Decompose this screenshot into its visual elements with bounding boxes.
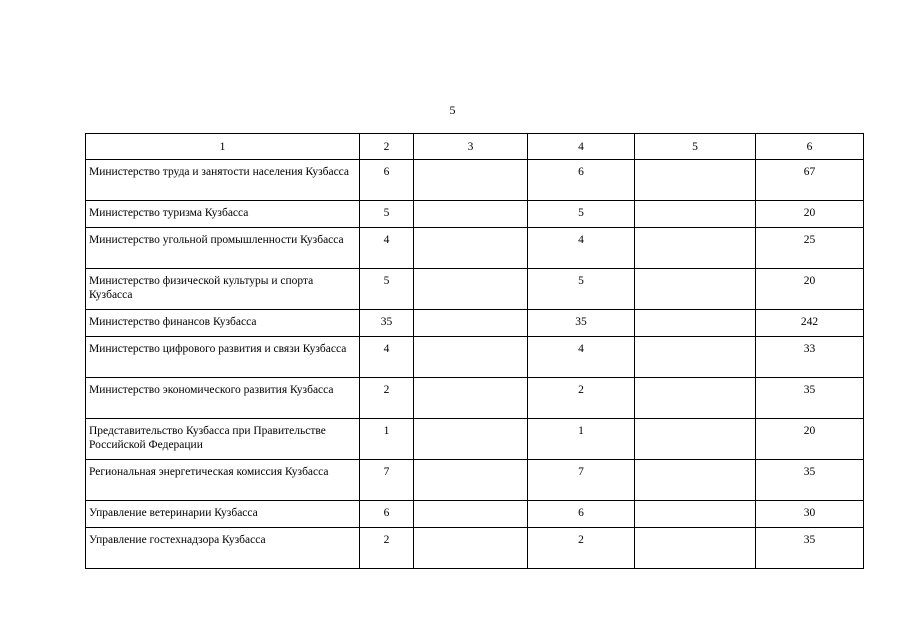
value-cell: 6 [528,160,635,201]
column-header: 1 [86,134,360,160]
organization-name-cell: Министерство труда и занятости населения Кузбасса [86,160,360,201]
value-cell: 1 [360,419,414,460]
value-cell [414,378,528,419]
column-header: 3 [414,134,528,160]
organization-name-cell: Министерство экономического развития Кузбасса [86,378,360,419]
value-cell: 33 [756,337,864,378]
value-cell: 4 [528,228,635,269]
value-cell: 2 [528,528,635,569]
data-table [85,133,864,569]
value-cell: 1 [528,419,635,460]
value-cell [635,378,756,419]
value-cell: 7 [528,460,635,501]
value-cell: 5 [360,201,414,228]
value-cell: 4 [360,337,414,378]
value-cell: 35 [360,310,414,337]
table-row [86,160,864,201]
organization-name-cell: Представительство Кузбасса при Правительстве Российской Федерации [86,419,360,460]
value-cell [414,419,528,460]
organization-name-cell: Министерство угольной промышленности Кузбасса [86,228,360,269]
value-cell: 4 [528,337,635,378]
value-cell: 242 [756,310,864,337]
value-cell: 5 [528,201,635,228]
value-cell: 20 [756,269,864,310]
table-row [86,501,864,528]
value-cell: 2 [360,528,414,569]
table-header-row [86,134,864,160]
value-cell [414,460,528,501]
value-cell [635,460,756,501]
organization-name-cell: Министерство цифрового развития и связи Кузбасса [86,337,360,378]
value-cell: 2 [360,378,414,419]
value-cell: 67 [756,160,864,201]
value-cell [635,337,756,378]
value-cell [414,501,528,528]
value-cell [414,528,528,569]
value-cell [635,501,756,528]
value-cell: 20 [756,201,864,228]
table-row [86,419,864,460]
value-cell [414,201,528,228]
value-cell [635,310,756,337]
value-cell [635,528,756,569]
value-cell: 35 [756,378,864,419]
value-cell [414,228,528,269]
value-cell: 2 [528,378,635,419]
column-header: 5 [635,134,756,160]
value-cell [414,310,528,337]
table-row [86,228,864,269]
column-header: 4 [528,134,635,160]
value-cell [635,160,756,201]
page-number: 5 [449,103,456,117]
value-cell [414,337,528,378]
value-cell: 35 [528,310,635,337]
table-row [86,310,864,337]
value-cell [635,269,756,310]
value-cell [414,160,528,201]
table-row [86,269,864,310]
value-cell: 7 [360,460,414,501]
table-row [86,528,864,569]
value-cell: 5 [360,269,414,310]
value-cell: 20 [756,419,864,460]
column-header: 2 [360,134,414,160]
organization-name-cell: Управление ветеринарии Кузбасса [86,501,360,528]
value-cell: 6 [360,160,414,201]
value-cell: 35 [756,528,864,569]
value-cell [635,201,756,228]
value-cell [414,269,528,310]
organization-name-cell: Министерство туризма Кузбасса [86,201,360,228]
value-cell [635,419,756,460]
column-header: 6 [756,134,864,160]
table-row [86,201,864,228]
value-cell: 30 [756,501,864,528]
organization-name-cell: Министерство финансов Кузбасса [86,310,360,337]
table-row [86,460,864,501]
value-cell: 5 [528,269,635,310]
organization-name-cell: Региональная энергетическая комиссия Кузбасса [86,460,360,501]
value-cell: 4 [360,228,414,269]
value-cell: 25 [756,228,864,269]
value-cell [635,228,756,269]
table-row [86,337,864,378]
value-cell: 35 [756,460,864,501]
organization-name-cell: Управление гостехнадзора Кузбасса [86,528,360,569]
table-row [86,378,864,419]
value-cell: 6 [360,501,414,528]
organization-name-cell: Министерство физической культуры и спорта Кузбасса [86,269,360,310]
value-cell: 6 [528,501,635,528]
